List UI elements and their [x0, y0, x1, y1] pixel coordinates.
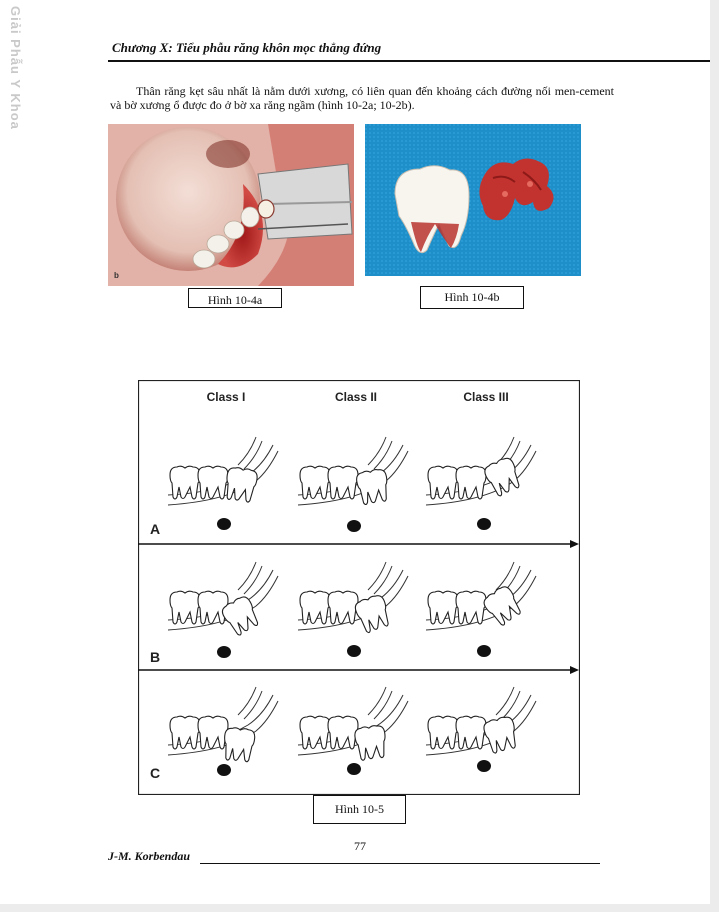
- paragraph-text: Thân răng kẹt sâu nhất là nằm dưới xương, có liên quan đến khoảng cách đường nối men-cement và bờ xương ổ được đo ở bờ xa răng ngầm (hình 10-2a; 10-2b).: [110, 84, 614, 112]
- caption-10-4b: Hình 10-4b: [420, 286, 524, 309]
- row-label-a: A: [150, 521, 161, 537]
- watermark-text: Giải Phẫu Y Khoa: [8, 6, 23, 130]
- classification-svg: [138, 380, 580, 795]
- photo-oral-surgery: [108, 124, 354, 286]
- row-label-c: C: [150, 765, 161, 781]
- column-label-class-2: Class II: [334, 390, 378, 404]
- footer-rule: [200, 863, 600, 864]
- chapter-header: Chương X: Tiểu phẫu răng khôn mọc thẳng đứng: [112, 40, 382, 55]
- caption-10-4a: Hình 10-4a: [188, 288, 282, 308]
- page-number: 77: [354, 839, 366, 853]
- footer-author: J-M. Korbendau: [108, 849, 191, 863]
- column-label-class-3: Class III: [463, 390, 509, 404]
- header-rule: [108, 60, 710, 62]
- row-label-b: B: [150, 649, 161, 665]
- column-label-class-1: Class I: [206, 390, 246, 404]
- wisdom-tooth-classification-diagram: [138, 380, 580, 795]
- photo-a-label: b: [114, 271, 119, 280]
- photo-extracted-tooth: [365, 124, 581, 276]
- body-paragraph: [110, 84, 614, 112]
- caption-10-5: Hình 10-5: [313, 795, 406, 824]
- oral-surgery-image: [108, 124, 354, 286]
- extracted-tooth-image: [365, 124, 581, 276]
